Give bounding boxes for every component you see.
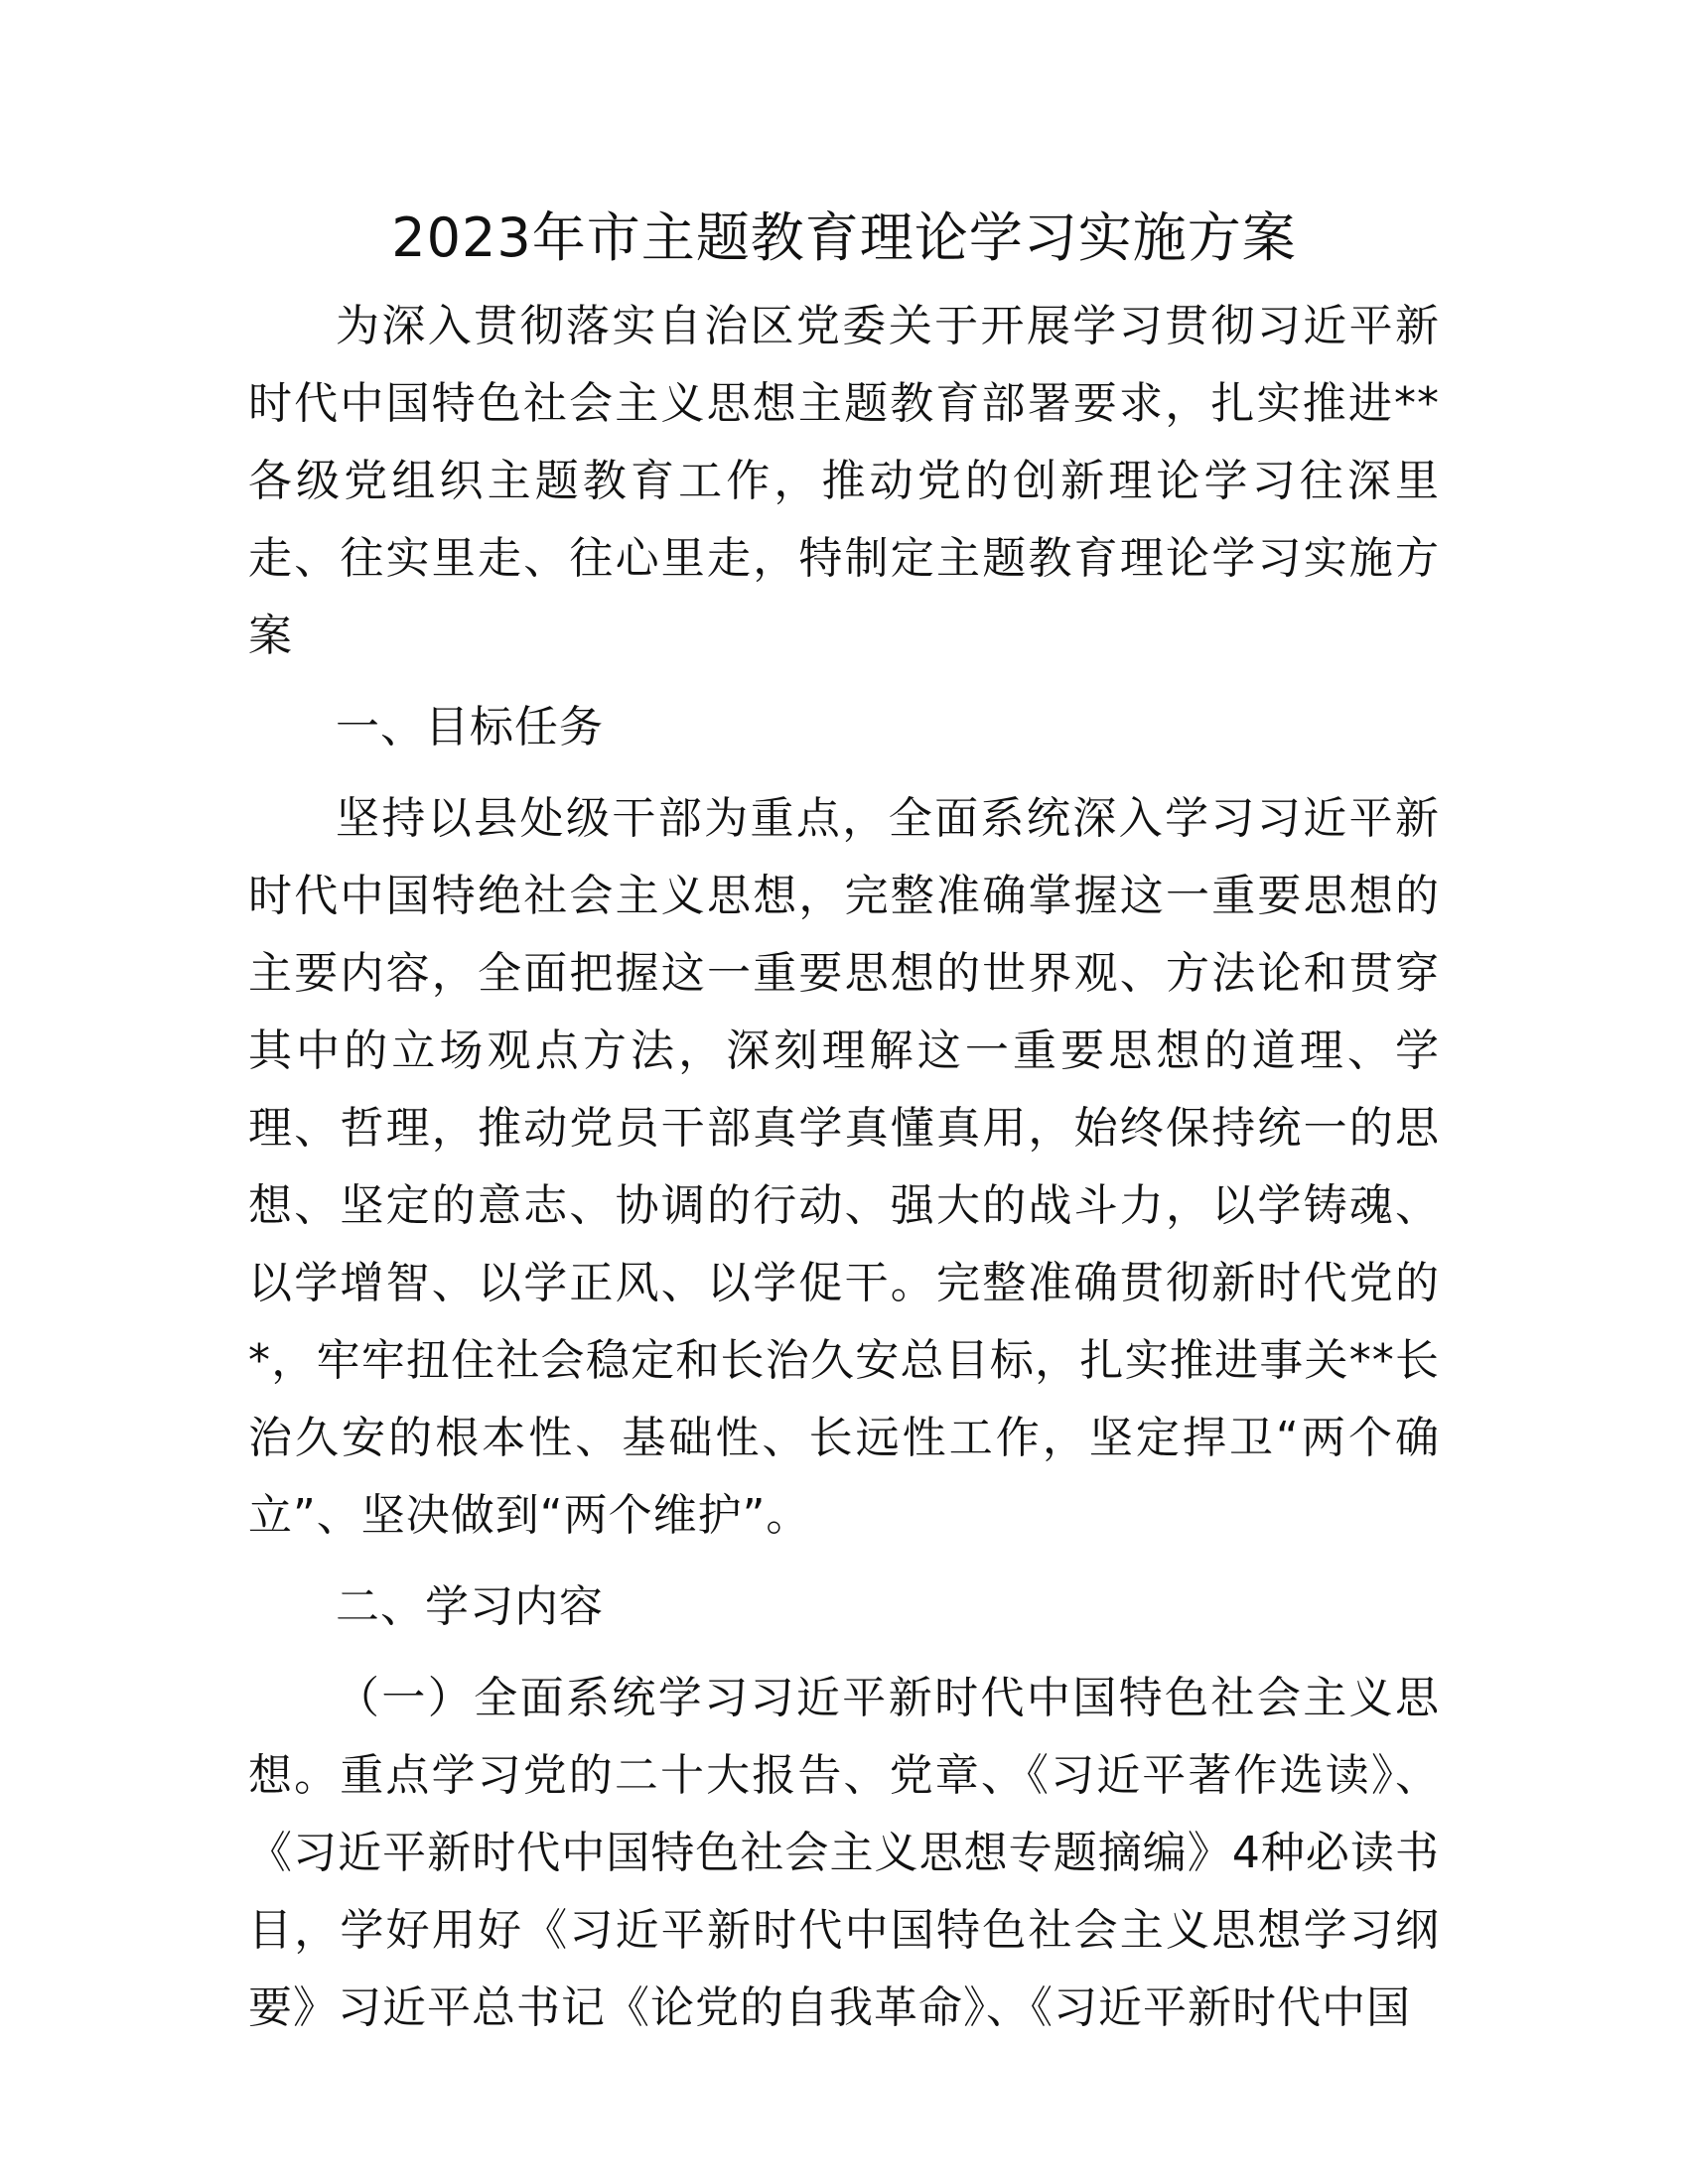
document-body — [248, 199, 1440, 2047]
spacer — [248, 675, 1440, 689]
spacer — [248, 278, 1440, 288]
page-title: 2023年市主题教育理论学习实施方案 — [391, 206, 1297, 269]
spacer — [248, 1555, 1440, 1569]
section-heading-content: 二、学习内容 — [336, 1581, 604, 1632]
content-item-1-paragraph: （一）全面系统学习习近平新时代中国特色社会主义思想。重点学习党的二十大报告、党章、《习近平著作选读》、《习近平新时代中国特色社会主义思想专题摘编》4种必读书目，学好用好《习近平新时代中国特色社会主义思想学习纲要》习近平总书记《论党的自我革命》、《习近平新时代中国 — [248, 1673, 1440, 2033]
section-heading-goals: 一、目标任务 — [336, 702, 604, 752]
spacer — [248, 1646, 1440, 1660]
intro-paragraph: 为深入贯彻落实自治区党委关于开展学习贯彻习近平新时代中国特色社会主义思想主题教育部署要求，扎实推进**各级党组织主题教育工作，推动党的创新理论学习往深里走、往实里走、往心里走，特制定主题教育理论学习实施方案 — [248, 301, 1440, 661]
goals-paragraph: 坚持以县处级干部为重点，全面系统深入学习习近平新时代中国特绝社会主义思想，完整准确掌握这一重要思想的主要内容，全面把握这一重要思想的世界观、方法论和贯穿其中的立场观点方法，深刻理解这一重要思想的道理、学理、哲理，推动党员干部真学真懂真用，始终保持统一的思想、坚定的意志、协调的行动、强大的战斗力，以学铸魂、以学增智、以学正风、以学促干。完整准确贯彻新时代党的*，牢牢扭住社会稳定和长治久安总目标，扎实推进事关**长治久安的根本性、基础性、长远性工作，坚定捍卫“两个确立”、坚决做到“两个维护”。 — [248, 793, 1440, 1541]
spacer — [248, 766, 1440, 780]
